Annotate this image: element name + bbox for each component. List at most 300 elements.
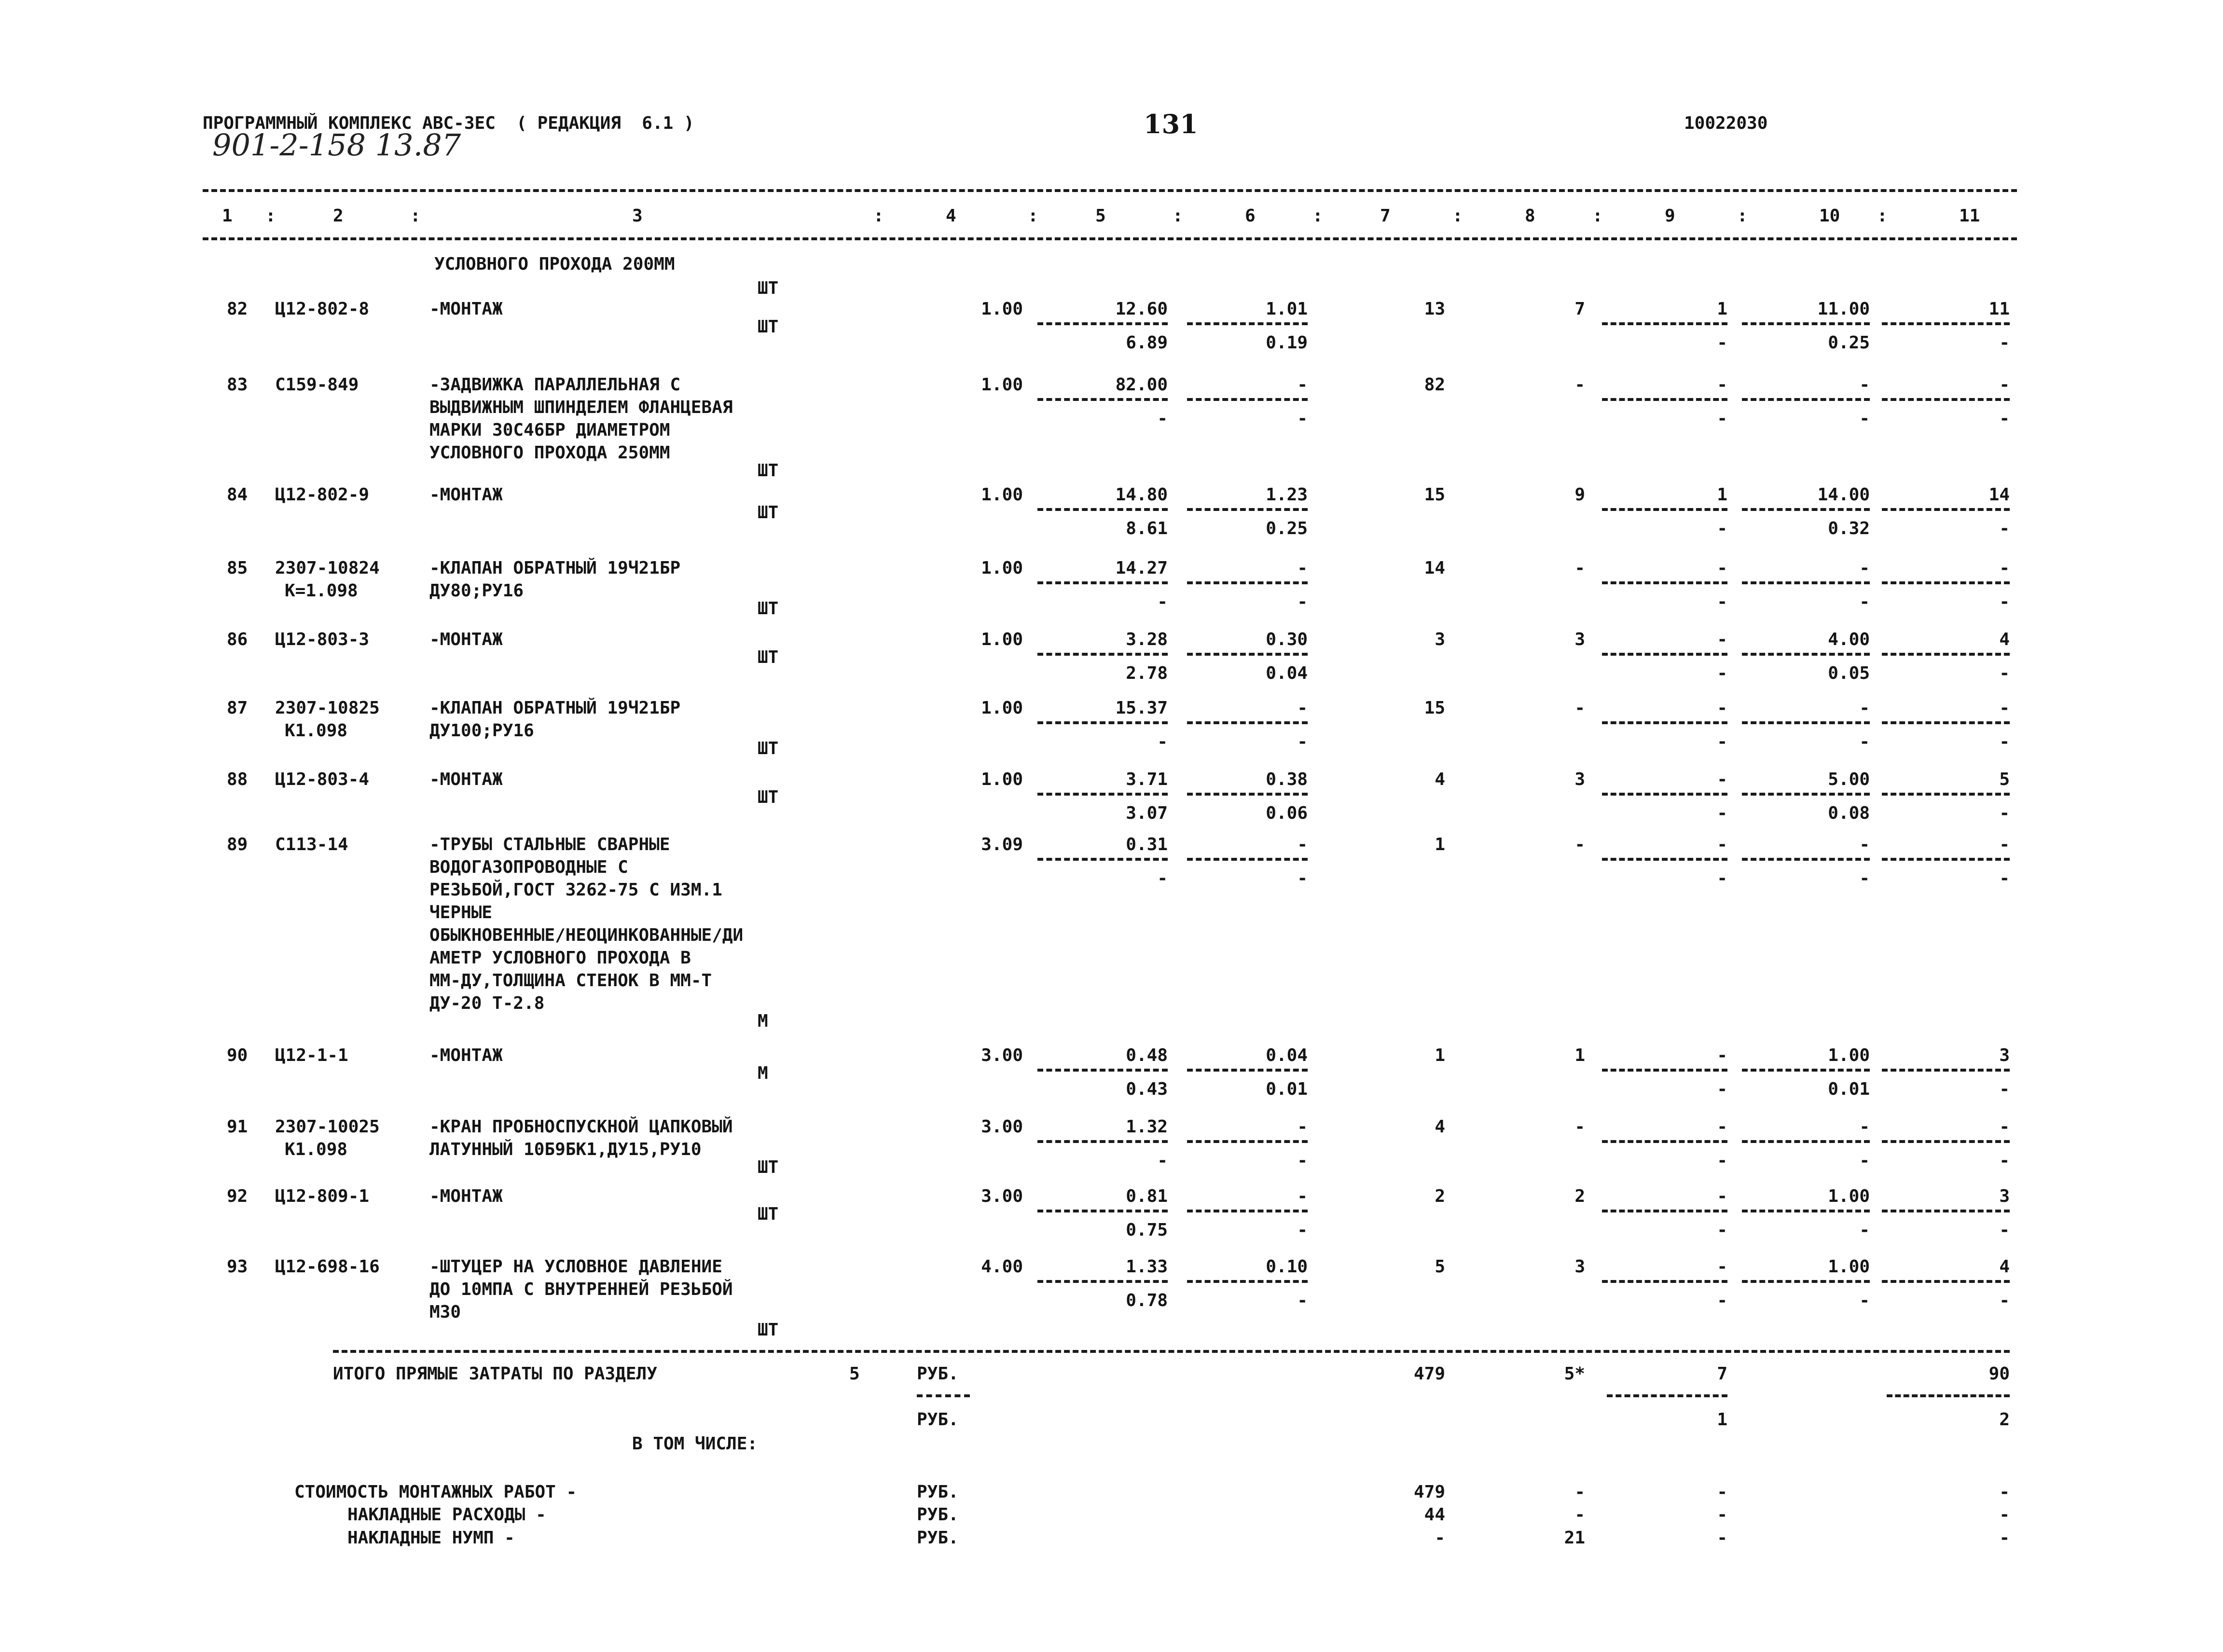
row-code: Ц12-1-1 (275, 1046, 348, 1065)
row-col5-second: 2.78 (1126, 663, 1168, 683)
column-header-7: 7 (1380, 206, 1391, 226)
row-col5-second: - (1157, 732, 1168, 752)
row-col10-second: - (1859, 1220, 1870, 1240)
header-top-rule (203, 189, 2017, 192)
row-description-line: -КРАН ПРОБНОСПУСКНОЙ ЦАПКОВЫЙ (429, 1117, 733, 1137)
row-description-line: АМЕТР УСЛОВНОГО ПРОХОДА В (429, 948, 691, 968)
program-header: ПРОГРАММНЫЙ КОМПЛЕКС АВС-ЗЕС ( РЕДАКЦИЯ 6.1 ) (203, 113, 694, 133)
row-subrule (1037, 1280, 1168, 1283)
row-col11: 5 (1999, 770, 2010, 789)
row-col7: 14 (1424, 558, 1445, 578)
row-subrule (1882, 322, 2010, 325)
row-quantity: 3.09 (981, 835, 1023, 854)
row-col10: 14.00 (1817, 485, 1870, 505)
row-col6: - (1297, 375, 1308, 395)
row-col5-second: 0.43 (1126, 1079, 1168, 1099)
row-col9: - (1717, 1117, 1727, 1137)
row-col8: 3 (1574, 770, 1585, 789)
row-description-line: -КЛАПАН ОБРАТНЫЙ 19Ч21БР (429, 698, 681, 718)
column-separator: : (1452, 206, 1463, 226)
row-col5-second: 0.78 (1126, 1291, 1168, 1310)
row-number: 86 (227, 630, 248, 649)
row-subrule (1882, 1210, 2010, 1212)
row-subrule (1602, 1280, 1727, 1283)
row-col9-second: - (1717, 1079, 1727, 1099)
row-code: 2307-10824 (275, 558, 380, 578)
row-col5-second: - (1157, 1151, 1168, 1170)
totals-col9-rule (1607, 1394, 1727, 1397)
row-description-line: -МОНТАЖ (429, 1046, 503, 1065)
row-col9-second: - (1717, 1220, 1727, 1240)
row-col11: 4 (1999, 630, 2010, 649)
totals-line-label: НАКЛАДНЫЕ РАСХОДЫ - (347, 1505, 546, 1525)
row-col11-second: - (1999, 333, 2010, 353)
row-unit: ШТ (758, 317, 779, 337)
row-number: 93 (227, 1257, 248, 1277)
totals-line-currency: РУБ. (917, 1505, 959, 1525)
column-separator: : (1877, 206, 1888, 226)
page-number: 131 (1144, 109, 1198, 139)
row-number: 87 (227, 698, 248, 718)
row-description-line: ММ-ДУ,ТОЛЩИНА СТЕНОК В ММ-Т (429, 971, 712, 991)
totals-line-col11: - (1999, 1482, 2010, 1502)
totals-col11-second: 2 (1999, 1410, 2010, 1430)
row-subrule (1742, 793, 1870, 796)
row-subrule (1187, 581, 1308, 584)
row-subrule (1037, 721, 1168, 724)
totals-col7: 479 (1413, 1364, 1445, 1384)
row-col7: 4 (1435, 770, 1445, 789)
column-separator: : (265, 206, 276, 226)
row-subrule (1882, 721, 2010, 724)
row-subrule (1602, 858, 1727, 861)
row-col9-second: - (1717, 732, 1727, 752)
row-subrule (1742, 653, 1870, 656)
row-unit: ШТ (758, 1157, 779, 1177)
totals-line-col8: - (1574, 1482, 1585, 1502)
row-col6-second: - (1297, 409, 1308, 428)
row-col6: 0.04 (1266, 1046, 1308, 1065)
totals-currency: РУБ. (917, 1364, 959, 1384)
row-col6-second: - (1297, 1220, 1308, 1240)
row-col9: - (1717, 630, 1727, 649)
row-col11-second: - (1999, 663, 2010, 683)
row-col11: - (1999, 558, 2010, 578)
row-subrule (1187, 398, 1308, 401)
row-col7: 15 (1424, 698, 1445, 718)
row-col6-second: 0.19 (1266, 333, 1308, 353)
row-col11-second: - (1999, 803, 2010, 823)
row-description-line: М30 (429, 1302, 461, 1322)
column-separator: : (873, 206, 884, 226)
row-col11: 4 (1999, 1257, 2010, 1277)
row-description-line: ВОДОГАЗОПРОВОДНЫЕ С (429, 857, 628, 877)
row-code: С159-849 (275, 375, 359, 395)
row-number: 89 (227, 835, 248, 854)
row-description-line: -ЗАДВИЖКА ПАРАЛЛЕЛЬНАЯ С (429, 375, 681, 395)
row-col11: - (1999, 698, 2010, 718)
including-heading: В ТОМ ЧИСЛЕ: (632, 1434, 758, 1454)
totals-currency-rule (917, 1394, 970, 1397)
row-subrule (1882, 1140, 2010, 1143)
row-col6-second: - (1297, 1291, 1308, 1310)
row-description-line: ДУ-20 Т-2.8 (429, 993, 545, 1013)
row-col9-second: - (1717, 1151, 1727, 1170)
row-number: 85 (227, 558, 248, 578)
row-description-line: ДУ80;РУ16 (429, 581, 524, 601)
totals-col9-second: 1 (1717, 1410, 1727, 1430)
row-col10-second: - (1859, 732, 1870, 752)
row-col6: 1.01 (1266, 299, 1308, 319)
row-subrule (1882, 508, 2010, 511)
row-quantity: 1.00 (981, 299, 1023, 319)
totals-line-col7: 479 (1413, 1482, 1445, 1502)
row-subrule (1602, 653, 1727, 656)
row-col10: 1.00 (1828, 1257, 1870, 1277)
row-col6-second: 0.04 (1266, 663, 1308, 683)
row-col6: - (1297, 835, 1308, 854)
row-code: 2307-10025 (275, 1117, 380, 1137)
row-col11-second: - (1999, 592, 2010, 612)
row-subrule (1742, 1280, 1870, 1283)
row-col8: 2 (1574, 1186, 1585, 1206)
row-col10-second: 0.32 (1828, 519, 1870, 538)
row-col5: 1.33 (1126, 1257, 1168, 1277)
row-col10-second: 0.01 (1828, 1079, 1870, 1099)
row-col9-second: - (1717, 409, 1727, 428)
row-col6: 0.10 (1266, 1257, 1308, 1277)
row-quantity: 1.00 (981, 630, 1023, 649)
row-description-line: МАРКИ 30С46БР ДИАМЕТРОМ (429, 420, 670, 440)
row-col5-second: - (1157, 409, 1168, 428)
row-code-coef: К1.098 (285, 1140, 348, 1159)
totals-line-col11: - (1999, 1528, 2010, 1548)
handwritten-code: 901-2-158 13.87 (212, 127, 461, 163)
row-description-line: -МОНТАЖ (429, 1186, 503, 1206)
row-col5-second: - (1157, 868, 1168, 888)
row-col8: - (1574, 835, 1585, 854)
row-col9-second: - (1717, 519, 1727, 538)
row-col10: 4.00 (1828, 630, 1870, 649)
row-col11-second: - (1999, 1151, 2010, 1170)
row-subrule (1882, 398, 2010, 401)
row-col11-second: - (1999, 868, 2010, 888)
row-quantity: 1.00 (981, 558, 1023, 578)
totals-col9: 7 (1717, 1364, 1727, 1384)
row-subrule (1187, 1140, 1308, 1143)
row-subrule (1187, 793, 1308, 796)
row-subrule (1742, 322, 1870, 325)
row-number: 91 (227, 1117, 248, 1137)
row-col11: 3 (1999, 1186, 2010, 1206)
row-subrule (1037, 1140, 1168, 1143)
row-col10-second: - (1859, 409, 1870, 428)
row-subrule (1187, 1069, 1308, 1072)
row-col11: 3 (1999, 1046, 2010, 1065)
row-col10: 1.00 (1828, 1046, 1870, 1065)
column-header-2: 2 (333, 206, 344, 226)
row-quantity: 1.00 (981, 698, 1023, 718)
row-description-line: ОБЫКНОВЕННЫЕ/НЕОЦИНКОВАННЫЕ/ДИ (429, 925, 744, 945)
row-col7: 2 (1435, 1186, 1445, 1206)
row-subrule (1037, 322, 1168, 325)
row-col9: - (1717, 770, 1727, 789)
row-col9: - (1717, 375, 1727, 395)
row-col10-second: 0.25 (1828, 333, 1870, 353)
row-col11: 11 (1988, 299, 2010, 319)
column-separator: : (410, 206, 421, 226)
row-subrule (1037, 793, 1168, 796)
totals-line-col11: - (1999, 1505, 2010, 1525)
row-col8: 7 (1574, 299, 1585, 319)
row-subrule (1037, 653, 1168, 656)
row-col10: 11.00 (1817, 299, 1870, 319)
row-unit: ШТ (758, 787, 779, 807)
column-separator: : (1028, 206, 1038, 226)
row-col10: - (1859, 698, 1870, 718)
row-col9-second: - (1717, 803, 1727, 823)
row-col10: 1.00 (1828, 1186, 1870, 1206)
row-col10: - (1859, 375, 1870, 395)
row-unit: ШТ (758, 599, 779, 619)
row-subrule (1882, 653, 2010, 656)
row-col6-second: - (1297, 1151, 1308, 1170)
row-description-line: -МОНТАЖ (429, 630, 503, 649)
row-col8: 3 (1574, 630, 1585, 649)
row-code: С113-14 (275, 835, 348, 854)
row-col10: - (1859, 1117, 1870, 1137)
row-subrule (1187, 1280, 1308, 1283)
row-col6-second: 0.06 (1266, 803, 1308, 823)
header-bottom-rule (203, 237, 2017, 240)
row-code: Ц12-698-16 (275, 1257, 380, 1277)
row-number: 92 (227, 1186, 248, 1206)
continuation-text: УСЛОВНОГО ПРОХОДА 200ММ (434, 254, 675, 274)
row-col7: 1 (1435, 1046, 1445, 1065)
row-col6: - (1297, 558, 1308, 578)
row-subrule (1602, 1140, 1727, 1143)
row-col5: 3.28 (1126, 630, 1168, 649)
row-col6: 0.38 (1266, 770, 1308, 789)
row-subrule (1602, 1210, 1727, 1212)
row-subrule (1187, 1210, 1308, 1212)
totals-section-number: 5 (849, 1364, 860, 1384)
row-code: Ц12-803-3 (275, 630, 370, 649)
row-col7: 3 (1435, 630, 1445, 649)
row-description-line: ЛАТУННЫЙ 10Б9БК1,ДУ15,РУ10 (429, 1140, 702, 1159)
row-col5: 14.27 (1115, 558, 1168, 578)
column-separator: : (1173, 206, 1183, 226)
row-subrule (1602, 793, 1727, 796)
row-col5: 1.32 (1126, 1117, 1168, 1137)
row-subrule (1187, 653, 1308, 656)
row-description-line: УСЛОВНОГО ПРОХОДА 250ММ (429, 443, 670, 463)
row-code: Ц12-803-4 (275, 770, 370, 789)
row-subrule (1037, 858, 1168, 861)
row-description-line: -ШТУЦЕР НА УСЛОВНОЕ ДАВЛЕНИЕ (429, 1257, 722, 1277)
row-description-line: -МОНТАЖ (429, 485, 503, 505)
row-code: Ц12-802-8 (275, 299, 370, 319)
totals-col8: 5* (1564, 1364, 1585, 1384)
row-subrule (1742, 721, 1870, 724)
totals-top-rule (333, 1350, 2010, 1353)
document-code: 10022030 (1684, 113, 1768, 133)
row-description-line: ДО 10МПА С ВНУТРЕННЕЙ РЕЗЬБОЙ (429, 1280, 733, 1299)
row-col6-second: - (1297, 868, 1308, 888)
row-quantity: 1.00 (981, 485, 1023, 505)
row-subrule (1882, 858, 2010, 861)
row-col8: 9 (1574, 485, 1585, 505)
row-description-line: -ТРУБЫ СТАЛЬНЫЕ СВАРНЫЕ (429, 835, 670, 854)
row-col6-second: - (1297, 592, 1308, 612)
column-header-10: 10 (1819, 206, 1840, 226)
row-number: 83 (227, 375, 248, 395)
row-subrule (1187, 721, 1308, 724)
row-col6: 0.30 (1266, 630, 1308, 649)
row-subrule (1037, 398, 1168, 401)
row-col10-second: - (1859, 1291, 1870, 1310)
row-description-line: ВЫДВИЖНЫМ ШПИНДЕЛЕМ ФЛАНЦЕВАЯ (429, 398, 733, 417)
column-header-6: 6 (1245, 206, 1256, 226)
row-subrule (1742, 1210, 1870, 1212)
row-col5: 14.80 (1115, 485, 1168, 505)
totals-line-label: НАКЛАДНЫЕ НУМП - (347, 1528, 515, 1548)
column-header-3: 3 (632, 206, 643, 226)
row-col7: 13 (1424, 299, 1445, 319)
row-description-line: РЕЗЬБОЙ,ГОСТ 3262-75 С ИЗМ.1 (429, 880, 722, 900)
row-col11: - (1999, 1117, 2010, 1137)
column-separator: : (1592, 206, 1603, 226)
row-col10-second: - (1859, 1151, 1870, 1170)
row-col6-second: 0.25 (1266, 519, 1308, 538)
row-col9: 1 (1717, 299, 1727, 319)
row-col9: - (1717, 1257, 1727, 1277)
row-col10: - (1859, 835, 1870, 854)
row-col9: 1 (1717, 485, 1727, 505)
row-col9: - (1717, 835, 1727, 854)
totals-line-col8: - (1574, 1505, 1585, 1525)
totals-line-col9: - (1717, 1482, 1727, 1502)
row-col9-second: - (1717, 663, 1727, 683)
row-col8: 1 (1574, 1046, 1585, 1065)
row-subrule (1882, 581, 2010, 584)
row-code-coef: К=1.098 (285, 581, 358, 601)
row-col10-second: 0.05 (1828, 663, 1870, 683)
row-col7: 1 (1435, 835, 1445, 854)
row-quantity: 3.00 (981, 1117, 1023, 1137)
row-col9: - (1717, 698, 1727, 718)
row-col5: 0.48 (1126, 1046, 1168, 1065)
row-col11-second: - (1999, 1220, 2010, 1240)
row-col6: 1.23 (1266, 485, 1308, 505)
row-subrule (1187, 322, 1308, 325)
totals-currency-second: РУБ. (917, 1410, 959, 1430)
row-col5: 0.81 (1126, 1186, 1168, 1206)
row-col5: 0.31 (1126, 835, 1168, 854)
row-number: 88 (227, 770, 248, 789)
row-col5-second: 6.89 (1126, 333, 1168, 353)
row-code: Ц12-809-1 (275, 1186, 370, 1206)
row-col5-second: 0.75 (1126, 1220, 1168, 1240)
row-description-line: -МОНТАЖ (429, 770, 503, 789)
row-col10: 5.00 (1828, 770, 1870, 789)
column-header-9: 9 (1665, 206, 1675, 226)
row-col9-second: - (1717, 1291, 1727, 1310)
row-unit: ШТ (758, 647, 779, 667)
row-col9: - (1717, 558, 1727, 578)
row-quantity: 3.00 (981, 1046, 1023, 1065)
row-col7: 15 (1424, 485, 1445, 505)
row-col5: 15.37 (1115, 698, 1168, 718)
row-col7: 4 (1435, 1117, 1445, 1137)
row-unit: ШТ (758, 1204, 779, 1224)
row-unit: М (758, 1063, 768, 1083)
row-code-coef: К1.098 (285, 721, 348, 741)
row-unit: М (758, 1011, 768, 1031)
row-col5-second: - (1157, 592, 1168, 612)
totals-line-label: СТОИМОСТЬ МОНТАЖНЫХ РАБОТ - (294, 1482, 577, 1502)
row-description-line: ДУ100;РУ16 (429, 721, 534, 741)
row-unit: ШТ (758, 1320, 779, 1340)
row-subrule (1882, 793, 2010, 796)
row-subrule (1602, 322, 1727, 325)
row-quantity: 4.00 (981, 1257, 1023, 1277)
row-subrule (1187, 858, 1308, 861)
row-col8: - (1574, 375, 1585, 395)
row-subrule (1742, 1140, 1870, 1143)
row-col6: - (1297, 1186, 1308, 1206)
row-subrule (1037, 1210, 1168, 1212)
column-header-1: 1 (222, 206, 233, 226)
row-subrule (1187, 508, 1308, 511)
row-quantity: 1.00 (981, 770, 1023, 789)
row-subrule (1037, 1069, 1168, 1072)
row-col11-second: - (1999, 1291, 2010, 1310)
row-col8: - (1574, 698, 1585, 718)
row-col5-second: 8.61 (1126, 519, 1168, 538)
row-subrule (1742, 581, 1870, 584)
row-subrule (1037, 508, 1168, 511)
row-subrule (1742, 508, 1870, 511)
row-subrule (1742, 858, 1870, 861)
column-separator: : (1312, 206, 1323, 226)
row-subrule (1602, 581, 1727, 584)
row-unit: ШТ (758, 461, 779, 481)
row-col9-second: - (1717, 592, 1727, 612)
row-description-line: ЧЕРНЫЕ (429, 903, 493, 922)
row-code: Ц12-802-9 (275, 485, 370, 505)
row-unit: ШТ (758, 739, 779, 758)
row-quantity: 1.00 (981, 375, 1023, 395)
row-col9-second: - (1717, 868, 1727, 888)
totals-line-col7: 44 (1424, 1505, 1445, 1525)
row-col11-second: - (1999, 1079, 2010, 1099)
totals-label: ИТОГО ПРЯМЫЕ ЗАТРАТЫ ПО РАЗДЕЛУ (333, 1364, 657, 1384)
row-col11: - (1999, 375, 2010, 395)
row-col6: - (1297, 698, 1308, 718)
row-subrule (1882, 1280, 2010, 1283)
row-col11: 14 (1988, 485, 2010, 505)
row-subrule (1602, 1069, 1727, 1072)
row-number: 82 (227, 299, 248, 319)
row-col5-second: 3.07 (1126, 803, 1168, 823)
totals-line-col9: - (1717, 1505, 1727, 1525)
row-col9: - (1717, 1046, 1727, 1065)
row-subrule (1742, 1069, 1870, 1072)
row-col9-second: - (1717, 333, 1727, 353)
row-col10-second: - (1859, 592, 1870, 612)
row-number: 84 (227, 485, 248, 505)
